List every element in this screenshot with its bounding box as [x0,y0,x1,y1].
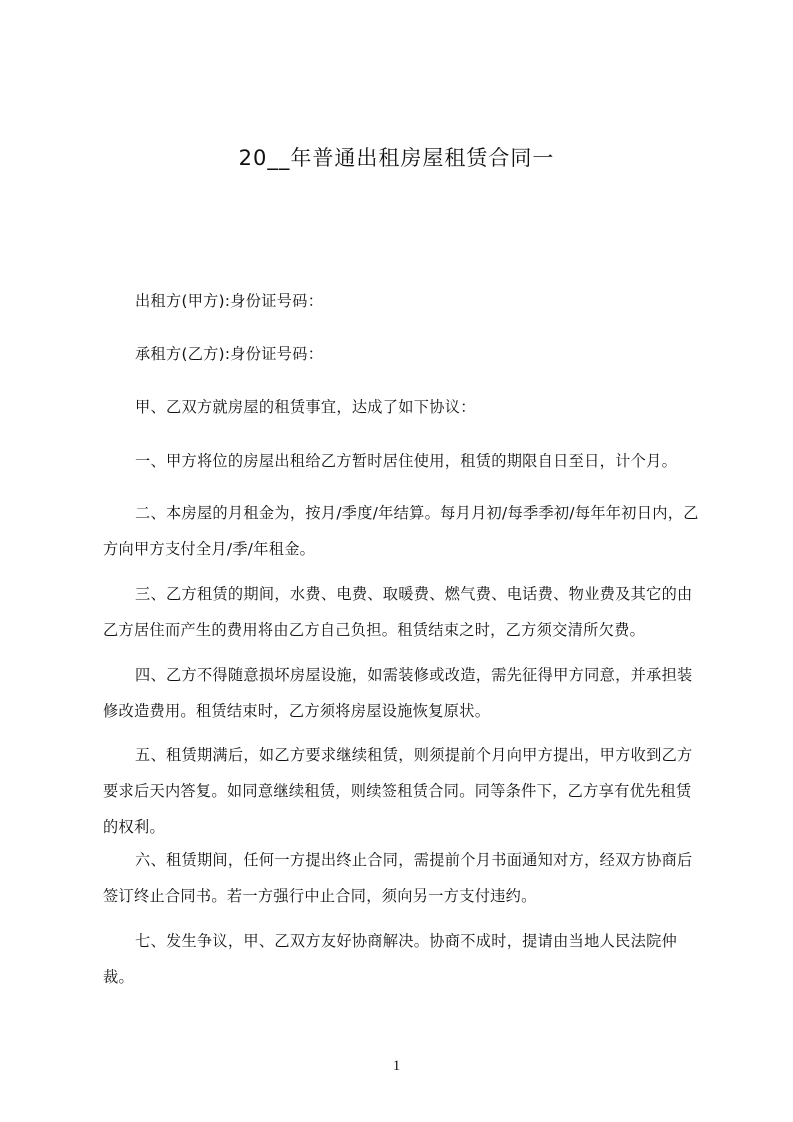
clause-3: 三、乙方租赁的期间，水费、电费、取暖费、燃气费、电话费、物业费及其它的由乙方居住而产生的费用将由乙方自己负担。租赁结束之时，乙方须交清所欠费。 [103,585,693,639]
intro-paragraph: 甲、乙双方就房屋的租赁事宜，达成了如下协议： [135,398,476,416]
page-number: 1 [392,1058,401,1074]
document-title: 20__年普通出租房屋租赁合同一 [238,146,555,170]
lessee-line: 承租方(乙方):身份证号码： [135,345,324,363]
clause-7: 七、发生争议，甲、乙双方友好协商解决。协商不成时，提请由当地人民法院仲裁。 [103,932,678,986]
clause-5: 五、租赁期满后，如乙方要求继续租赁，则须提前个月向甲方提出，甲方收到乙方要求后天内答复。如同意继续租赁，则续签租赁合同。同等条件下，乙方享有优先租赁的权利。 [103,746,693,836]
clause-4: 四、乙方不得随意损坏房屋设施，如需装修或改造，需先征得甲方同意，并承担装修改造费用。租赁结束时，乙方须将房屋设施恢复原状。 [103,666,693,720]
lessor-line: 出租方(甲方):身份证号码： [135,292,324,310]
clause-2: 二、本房屋的月租金为，按月/季度/年结算。每月月初/每季季初/每年年初日内，乙方向甲方支付全月/季/年租金。 [103,504,699,558]
clause-6: 六、租赁期间，任何一方提出终止合同，需提前个月书面通知对方，经双方协商后签订终止合同书。若一方强行中止合同，须向另一方支付违约。 [103,851,693,905]
clause-1: 一、甲方将位的房屋出租给乙方暂时居住使用，租赁的期限自日至日，计个月。 [135,452,678,470]
